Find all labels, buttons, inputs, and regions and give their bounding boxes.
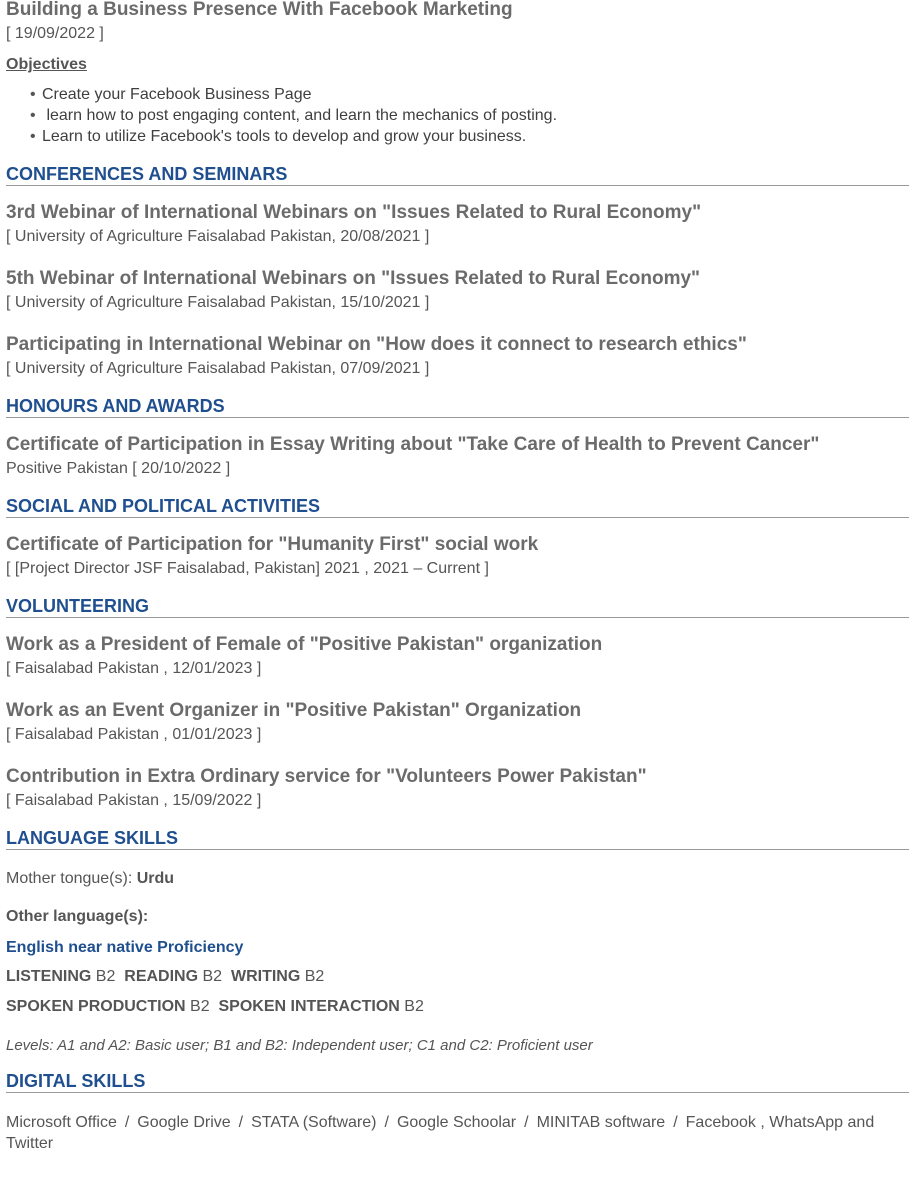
entry-sub: [ University of Agriculture Faisalabad Pakistan, 07/09/2021 ] — [6, 360, 430, 377]
levels-note: Levels: A1 and A2: Basic user; B1 and B2: Independent user; C1 and C2: Proficient user — [6, 1037, 593, 1054]
skill-item: Facebook , WhatsApp and Twitter — [6, 1114, 875, 1152]
volunteering-entry — [6, 765, 909, 811]
mother-tongue: Mother tongue(s): Urdu — [6, 870, 175, 887]
volunteering-entry — [6, 699, 909, 745]
other-languages-label: Other language(s): — [6, 908, 149, 925]
section-divider — [6, 185, 909, 186]
cv-page — [6, 0, 909, 1154]
entry-sub: [ University of Agriculture Faisalabad Pakistan, 20/08/2021 ] — [6, 228, 430, 245]
list-item: • Learn to utilize Facebook's tools to develop and grow your business. — [30, 128, 527, 145]
entry-title: Work as a President of Female of "Positive Pakistan" organization — [6, 634, 603, 655]
objectives-label: Objectives — [6, 56, 87, 73]
language-name: English near native Proficiency — [6, 939, 244, 956]
digital-skills-list: Microsoft Office / Google Drive / STATA (Software) / Google Schoolar / MINITAB software / Facebook , WhatsApp and Twitter — [6, 1114, 875, 1152]
skill-item: MINITAB software — [536, 1114, 666, 1131]
entry-title: Certificate of Participation in Essay Writing about "Take Care of Health to Prevent Cancer" — [6, 434, 820, 455]
social-entry — [6, 533, 909, 579]
bullet-icon: • — [30, 107, 36, 124]
skill-levels-row-1: LISTENING B2 READING B2 WRITING B2 — [6, 968, 325, 985]
entry-sub: Positive Pakistan [ 20/10/2022 ] — [6, 460, 231, 477]
list-item: • Create your Facebook Business Page — [30, 86, 312, 103]
entry-sub: [ Faisalabad Pakistan , 01/01/2023 ] — [6, 726, 262, 743]
volunteering-entry — [6, 633, 909, 679]
entry-title: Contribution in Extra Ordinary service for "Volunteers Power Pakistan" — [6, 766, 647, 787]
section-heading-conferences: CONFERENCES AND SEMINARS — [6, 163, 909, 185]
section-heading-digital: DIGITAL SKILLS — [6, 1070, 909, 1092]
entry-sub: [ Faisalabad Pakistan , 12/01/2023 ] — [6, 660, 262, 677]
conference-entry — [6, 333, 909, 379]
section-divider — [6, 417, 909, 418]
entry-sub: [ Faisalabad Pakistan , 15/09/2022 ] — [6, 792, 262, 809]
section-divider — [6, 517, 909, 518]
section-heading-social: SOCIAL AND POLITICAL ACTIVITIES — [6, 495, 909, 517]
entry-sub: [ [Project Director JSF Faisalabad, Pakistan] 2021 , 2021 – Current ] — [6, 560, 489, 577]
entry-title: Work as an Event Organizer in "Positive Pakistan" Organization — [6, 700, 582, 721]
entry-title: Certificate of Participation for "Humanity First" social work — [6, 534, 539, 555]
section-divider — [6, 617, 909, 618]
conference-entry — [6, 201, 909, 247]
skill-item: STATA (Software) — [251, 1114, 377, 1131]
section-heading-language: LANGUAGE SKILLS — [6, 827, 909, 849]
entry-sub: [ University of Agriculture Faisalabad Pakistan, 15/10/2021 ] — [6, 294, 430, 311]
section-divider — [6, 849, 909, 850]
entry-title: Participating in International Webinar on "How does it connect to research ethics" — [6, 334, 747, 355]
skill-item: Microsoft Office — [6, 1114, 117, 1131]
list-item: • learn how to post engaging content, and learn the mechanics of posting. — [30, 107, 558, 124]
section-heading-volunteering: VOLUNTEERING — [6, 595, 909, 617]
entry-title: 5th Webinar of International Webinars on "Issues Related to Rural Economy" — [6, 268, 701, 289]
honour-entry — [6, 433, 909, 479]
top-entry — [6, 0, 909, 147]
section-divider — [6, 1092, 909, 1093]
objectives-list — [6, 84, 909, 147]
skill-item: Google Schoolar — [396, 1114, 517, 1131]
entry-title: Building a Business Presence With Facebook Marketing — [6, 0, 513, 20]
entry-title: 3rd Webinar of International Webinars on "Issues Related to Rural Economy" — [6, 202, 702, 223]
section-heading-honours: HONOURS AND AWARDS — [6, 395, 909, 417]
skill-levels-row-2: SPOKEN PRODUCTION B2 SPOKEN INTERACTION B2 — [6, 998, 424, 1015]
skill-item: Google Drive — [137, 1114, 231, 1131]
entry-date: [ 19/09/2022 ] — [6, 25, 104, 42]
bullet-icon: • — [30, 86, 36, 103]
conference-entry — [6, 267, 909, 313]
bullet-icon: • — [30, 128, 36, 145]
